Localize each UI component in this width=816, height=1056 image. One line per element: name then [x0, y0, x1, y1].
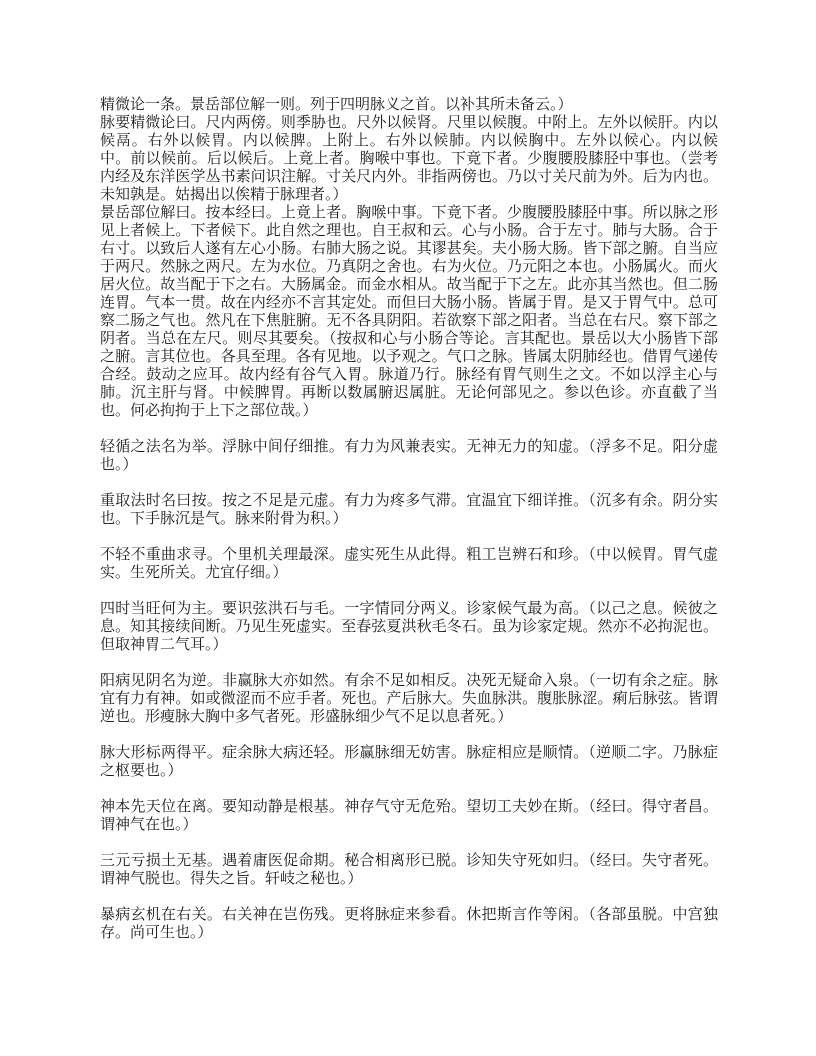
document-text-block	[100, 96, 734, 942]
paragraph-verse-baobing: 暴病玄机在右关。右关神在岂伤残。更将脉症来参看。休把斯言作等闲。（各部虽脱。中宫独存。尚可生也。）	[100, 907, 718, 941]
paragraph-verse-maida: 脉大形标两得平。症余脉大病还轻。形赢脉细无妨害。脉症相应是顺情。（逆顺二字。乃脉症之枢要也。）	[100, 745, 718, 779]
paragraph-verse-shenben: 神本先天位在离。要知动静是根基。神存气守无危殆。望切工夫妙在斯。（经曰。得守者昌。谓神气在也。）	[100, 799, 718, 833]
paragraph-maiyao-jingweilun: 脉要精微论曰。尺内两傍。则季胁也。尺外以候肾。尺里以候腹。中附上。左外以候肝。内以候鬲。右外以候胃。内以候脾。上附上。右外以候肺。内以候胸中。左外以候心。内以候 中。前以候前。后以候后。上竟上者。胸喉中事也。下竟下者。少腹腰股膝胫中事也。（尝考内经及东洋医学丛书素问识注解。寸关尺内外。非指两傍也。乃以寸关尺前为外。后为内也。未知孰是。姑揭出以俟精于脉理者。）	[100, 115, 734, 203]
paragraph-verse-buqingbuzhong: 不轻不重曲求寻。个里机关理最深。虚实死生从此得。粗工岂辨石和珍。（中以候胃。胃气虚实。生死所关。尤宜仔细。）	[100, 547, 718, 581]
paragraph-verse-sishi: 四时当旺何为主。要识弦洪石与毛。一字情同分两义。诊家候气最为高。（以己之息。候彼之息。知其接续间断。乃见生死虚实。至春弦夏洪秋毛冬石。虽为诊家定规。然亦不必拘泥也。但取神胃二气耳。）	[100, 601, 718, 653]
paragraph-verse-yangbing: 阳病见阴名为逆。非赢脉大亦如然。有余不足如相反。决死无疑命入泉。（一切有余之症。脉宜有力有神。如或微涩而不应手者。死也。产后脉大。失血脉洪。腹胀脉涩。痢后脉弦。皆谓逆也。形瘦脉大胸中多气者死。形盛脉细少气不足以息者死。）	[100, 673, 718, 725]
paragraph-verse-qingxun: 轻循之法名为举。浮脉中间仔细推。有力为风兼表实。无神无力的知虚。（浮多不足。阳分虚也。）	[100, 439, 718, 473]
paragraph-jingweilun-continuation: 精微论一条。景岳部位解一则。列于四明脉义之首。以补其所未备云。）	[100, 97, 573, 113]
paragraph-verse-zhongqu: 重取法时名曰按。按之不足是元虚。有力为疼多气滞。宜温宜下细详推。（沉多有余。阴分实也。下手脉沉是气。脉来附骨为积。）	[100, 493, 718, 527]
paragraph-verse-sanyuan: 三元亏损土无基。遇着庸医促命期。秘合相离形已脱。诊知失守死如归。（经曰。失守者死。谓神气脱也。得失之旨。轩岐之秘也。）	[100, 853, 718, 887]
paragraph-jingyue-buweijie: 景岳部位解曰。按本经曰。上竟上者。胸喉中事。下竟下者。少腹腰股膝胫中事。所以脉之形见上者候上。下者候下。此自然之理也。自王叔和云。心与小肠。合于左寸。肺与大肠。合于右寸。以致后人遂有左心小肠。右肺大肠之说。其谬甚矣。夫小肠大肠。皆下部之腑。自当应于两尺。然脉之两尺。左为水位。乃真阴之舍也。右为火位。乃元阳之本也。小肠属火。而火居火位。故当配于下之右。大肠属金。而金水相从。故当配于下之左。此亦其当然也。但二肠连胃。气本一贯。故在内经亦不言其定处。而但曰大肠小肠。皆属于胃。是又于胃气中。总可察二肠之气也。然凡在下焦脏腑。无不各具阴阳。若欲察下部之阳者。当总在右尺。察下部之阴者。当总在左尺。则尽其要矣。（按叔和心与小肠合等论。言其配也。景岳以大小肠皆下部之腑。言其位也。各具至理。各有见地。以予观之。气口之脉。皆属太阴肺经也。借胃气递传合经。鼓动之应耳。故内经有谷气入胃。脉道乃行。脉经有胃气则生之文。不如以浮主心与肺。沉主肝与肾。中候脾胃。再断以数属腑迟属脏。无论何部见之。参以色诊。亦直截了当也。何必拘拘于上下之部位哉。）	[100, 205, 718, 419]
